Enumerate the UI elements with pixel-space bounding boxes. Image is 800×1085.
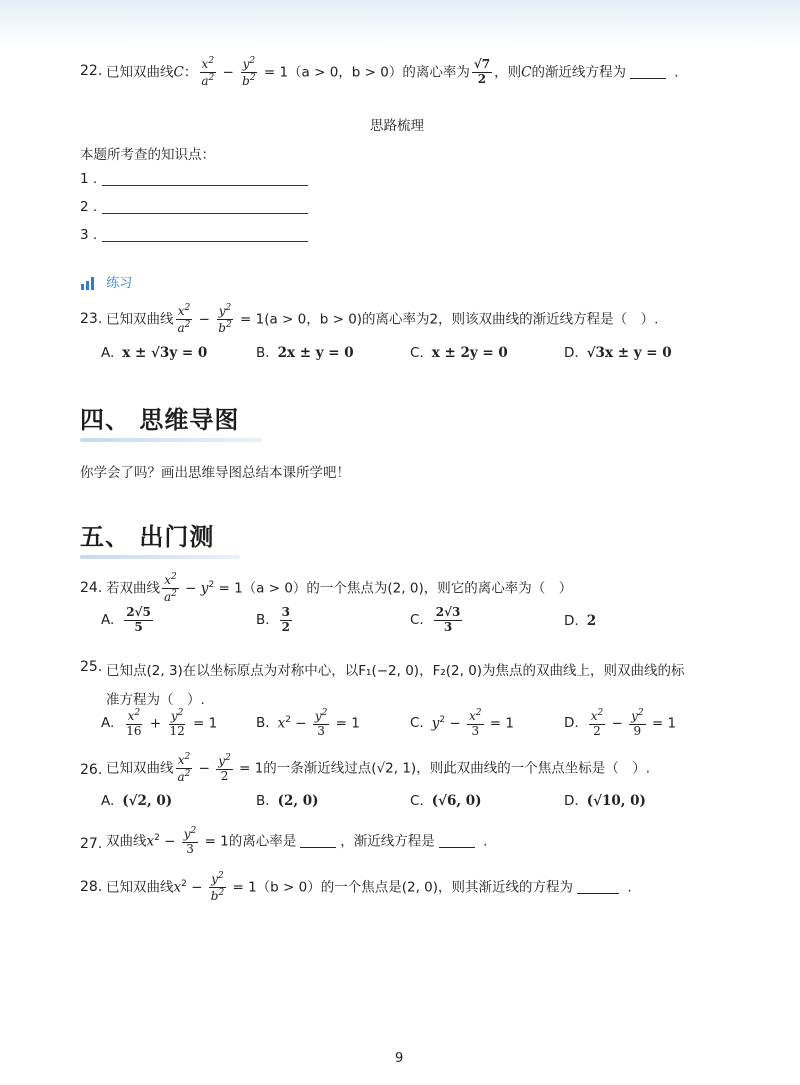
question-number: 25. bbox=[80, 659, 103, 675]
knowledge-item-2: 2 . bbox=[80, 199, 98, 215]
answer-blank[interactable] bbox=[577, 881, 619, 894]
option-b[interactable]: B. 2x ± y = 0 bbox=[256, 345, 354, 361]
thinking-intro: 本题所考查的知识点： bbox=[80, 147, 215, 163]
knowledge-item-3: 3 . bbox=[80, 227, 98, 243]
question-23: 已知双曲线 $\frac{x^2}{a^2}$ − $\frac{y^2}{b^2}$ = 1(a > 0，b > 0)的离心率为2，则该双曲线的渐近线方程是（ ）. bbox=[106, 303, 659, 335]
section-heading-exit-test: 五、 出门测 bbox=[80, 523, 215, 551]
option-c[interactable]: C. (√6, 0) bbox=[410, 793, 482, 809]
option-d[interactable]: D. (√10, 0) bbox=[564, 793, 646, 809]
answer-blank[interactable] bbox=[439, 835, 475, 848]
question-number: 28. bbox=[80, 879, 103, 895]
question-number: 27. bbox=[80, 836, 103, 852]
option-c[interactable]: C. $\frac{2√3}{3}$ bbox=[410, 605, 461, 634]
page-number: 9 bbox=[395, 1051, 404, 1066]
option-a[interactable]: A. $\frac{2√5}{5}$ bbox=[101, 605, 151, 634]
option-a[interactable]: A. (√2, 0) bbox=[101, 793, 173, 809]
option-b[interactable]: B. $x^2$ − $\frac{y^2}{3}$ = 1 bbox=[256, 708, 360, 738]
knowledge-blank-2[interactable] bbox=[102, 213, 308, 214]
thinking-title: 思路梳理 bbox=[370, 118, 424, 134]
answer-blank[interactable] bbox=[300, 835, 336, 848]
option-a[interactable]: A. x ± √3y = 0 bbox=[101, 345, 208, 361]
option-b[interactable]: B. $\frac{3}{2}$ bbox=[256, 605, 290, 634]
header-band bbox=[0, 0, 800, 48]
knowledge-blank-3[interactable] bbox=[102, 241, 308, 242]
option-c[interactable]: C. $y^2$ − $\frac{x^2}{3}$ = 1 bbox=[410, 708, 514, 738]
option-b[interactable]: B. (2, 0) bbox=[256, 793, 319, 809]
knowledge-blank-1[interactable] bbox=[102, 185, 308, 186]
question-24: 若双曲线 $\frac{x^2}{a^2}$ − $y^2 = 1(a > 0)$的一个焦点为(2, 0)，则它的离心率为（ ） bbox=[106, 572, 573, 604]
question-22: 已知双曲线C： $\frac{x^2}{a^2}$ − $\frac{y^2}{b^2}$ = 1（a > 0，b > 0）的离心率为 $\frac{√7}{2}$ ，则C的渐近线方程为 . bbox=[106, 56, 679, 88]
practice-header: 练习 bbox=[80, 272, 132, 291]
mindmap-instruction: 你学会了吗？画出思维导图总结本课所学吧！ bbox=[80, 465, 350, 481]
heading-underline bbox=[80, 555, 240, 559]
option-d[interactable]: D. 2 bbox=[564, 613, 597, 629]
answer-blank[interactable] bbox=[630, 66, 666, 79]
section-heading-mindmap: 四、 思维导图 bbox=[80, 406, 240, 434]
question-25-line1: 已知点(2, 3)在以坐标原点为对称中心，以F₁(−2, 0)，F₂(2, 0)为焦点的双曲线上，则双曲线的标 bbox=[106, 663, 685, 679]
question-number: 24. bbox=[80, 580, 103, 596]
bar-chart-icon bbox=[80, 276, 96, 290]
question-27: 双曲线$x^2$ − $\frac{y^2}{3}$ = 1的离心率是 ，渐近线方程是 . bbox=[106, 826, 488, 856]
option-d[interactable]: D. $\frac{x^2}{2}$ − $\frac{y^2}{9}$ = 1 bbox=[564, 708, 677, 738]
heading-underline bbox=[80, 438, 262, 442]
question-25-line2: 准方程为（ ）. bbox=[106, 692, 205, 708]
question-26: 已知双曲线 $\frac{x^2}{a^2}$ − $\frac{y^2}{2}$ = 1的一条渐近线过点(√2, 1)，则此双曲线的一个焦点坐标是（ ）. bbox=[106, 752, 650, 784]
question-number: 23. bbox=[80, 311, 103, 327]
option-c[interactable]: C. x ± 2y = 0 bbox=[410, 345, 508, 361]
knowledge-item-1: 1 . bbox=[80, 171, 98, 187]
question-number: 22. bbox=[80, 63, 103, 79]
question-28: 已知双曲线$x^2$ − $\frac{y^2}{b^2}$ = 1（b > 0）的一个焦点是(2, 0)，则其渐近线的方程为 . bbox=[106, 871, 632, 903]
option-d[interactable]: D. √3x ± y = 0 bbox=[564, 345, 672, 361]
question-number: 26. bbox=[80, 762, 103, 778]
option-a[interactable]: A. $\frac{x^2}{16}$ + $\frac{y^2}{12}$ = 1 bbox=[101, 708, 218, 738]
